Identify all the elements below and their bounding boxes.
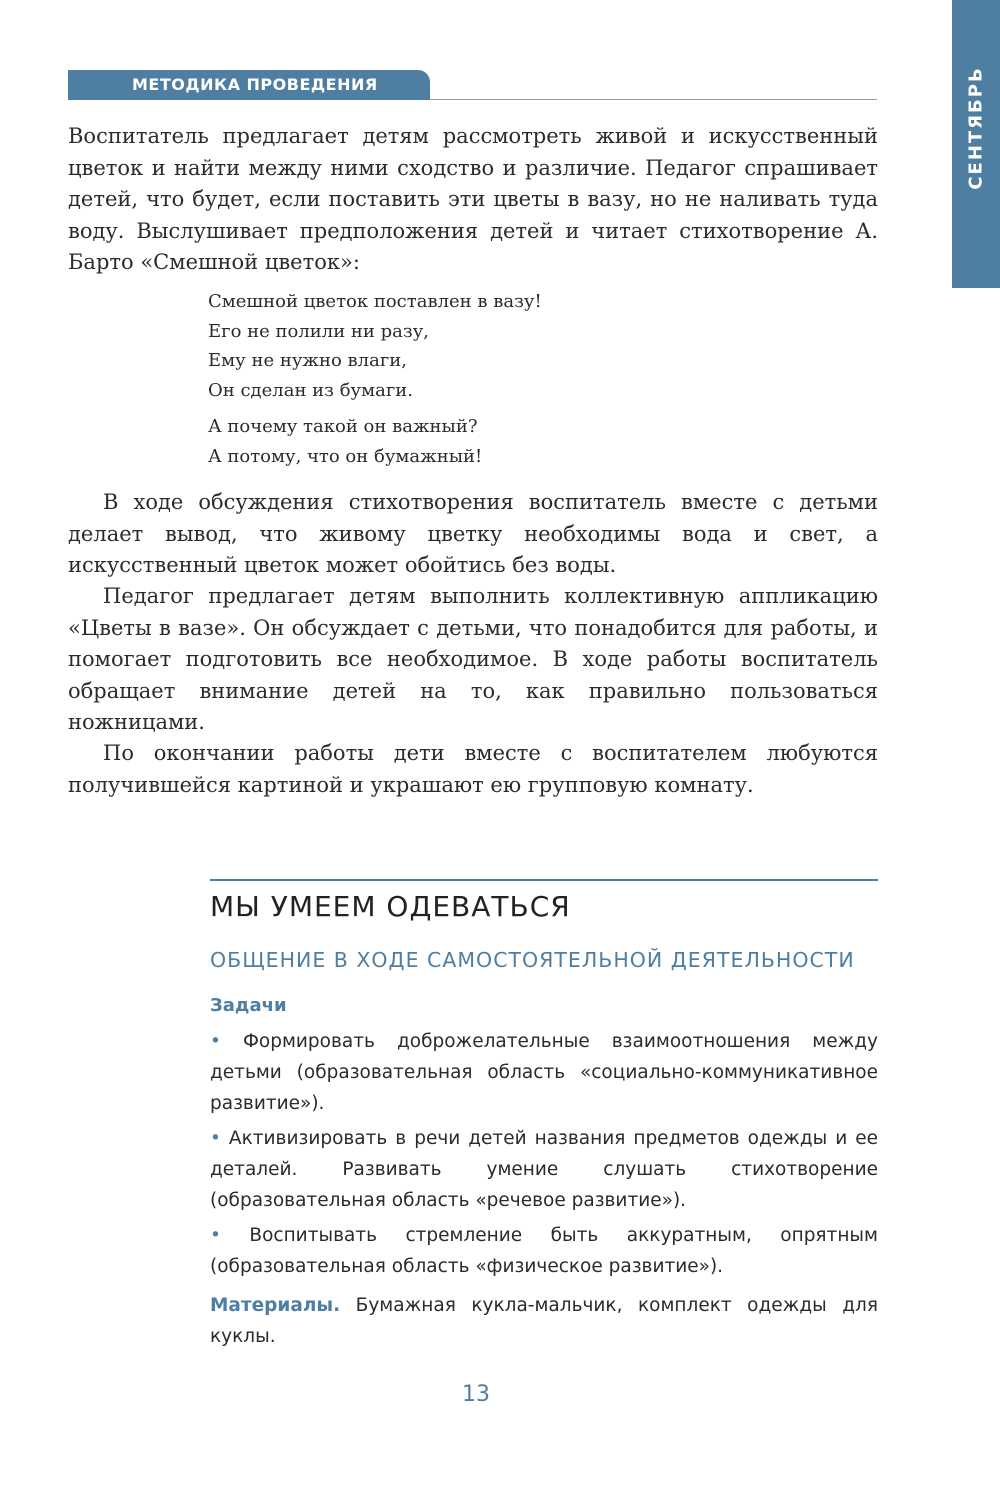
- poem-line: Смешной цветок поставлен в вазу!: [208, 291, 542, 312]
- materials-label: Материалы.: [210, 1295, 341, 1316]
- poem-line: Ему не нужно влаги,: [208, 350, 407, 371]
- task-text: Воспитывать стремление быть аккуратным, опрятным (образовательная область «физическое развитие»).: [210, 1225, 878, 1277]
- task-item: [210, 1220, 878, 1282]
- poem-line: Он сделан из бумаги.: [208, 379, 414, 401]
- tasks-heading: Задачи: [210, 995, 287, 1016]
- poem-stanza-1: [208, 287, 542, 405]
- section-header-rule: [430, 99, 877, 100]
- task-text: Активизировать в речи детей названия предметов одежды и ее деталей. Развивать умение слушать стихотворение (образовательная область «речевое развитие»).: [210, 1128, 878, 1211]
- intro-paragraph: Воспитатель предлагает детям рассмотреть живой и искусственный цветок и найти между ними сходство и различие. Педагог спрашивает детей, что будет, если поставить эти цветы в вазу, но не наливать туда воду. Выслушивает предположения детей и читает стихотворение А. Барто «Смешной цветок»:: [68, 124, 878, 274]
- materials-text: Бумажная кукла-мальчик, комплект одежды для куклы.: [210, 1295, 878, 1347]
- poem-stanza-2: [208, 412, 482, 471]
- poem-line: Его не полили ни разу,: [208, 320, 430, 342]
- poem-line: А потому, что он бумажный!: [208, 445, 483, 467]
- lesson-title-rule: [210, 879, 878, 881]
- month-side-tab: [952, 0, 1000, 288]
- materials-paragraph: [210, 1290, 878, 1352]
- bullet-icon: •: [210, 1031, 221, 1052]
- section-header-label: МЕТОДИКА ПРОВЕДЕНИЯ: [132, 75, 378, 94]
- task-item: [210, 1123, 878, 1216]
- page-number: 13: [462, 1382, 490, 1407]
- task-item: [210, 1026, 878, 1119]
- conclusion-paragraph: По окончании работы дети вместе с воспитателем любуются получившейся картиной и украшают ею групповую комнату.: [68, 741, 878, 797]
- lesson-subtitle: ОБЩЕНИЕ В ХОДЕ САМОСТОЯТЕЛЬНОЙ ДЕЯТЕЛЬНОСТИ: [210, 948, 855, 972]
- section-header-bar: [68, 70, 430, 100]
- task-text: Формировать доброжелательные взаимоотношения между детьми (образовательная область «социально-коммуникативное развитие»).: [210, 1031, 878, 1114]
- bullet-icon: •: [210, 1225, 221, 1246]
- applique-paragraph: Педагог предлагает детям выполнить коллективную аппликацию «Цветы в вазе». Он обсуждает с детьми, что понадобится для работы, и помогает подготовить все необходимое. В ходе работы воспитатель обращает внимание детей на то, как правильно пользоваться ножницами.: [68, 584, 878, 734]
- bullet-icon: •: [210, 1128, 221, 1149]
- poem-line: А почему такой он важный?: [208, 416, 478, 437]
- lesson-title: МЫ УМЕЕМ ОДЕВАТЬСЯ: [210, 890, 571, 923]
- month-side-tab-label: СЕНТЯБРЬ: [965, 66, 987, 190]
- discussion-paragraph: В ходе обсуждения стихотворения воспитатель вместе с детьми делает вывод, что живому цветку необходимы вода и свет, а искусственный цветок может обойтись без воды.: [68, 490, 878, 577]
